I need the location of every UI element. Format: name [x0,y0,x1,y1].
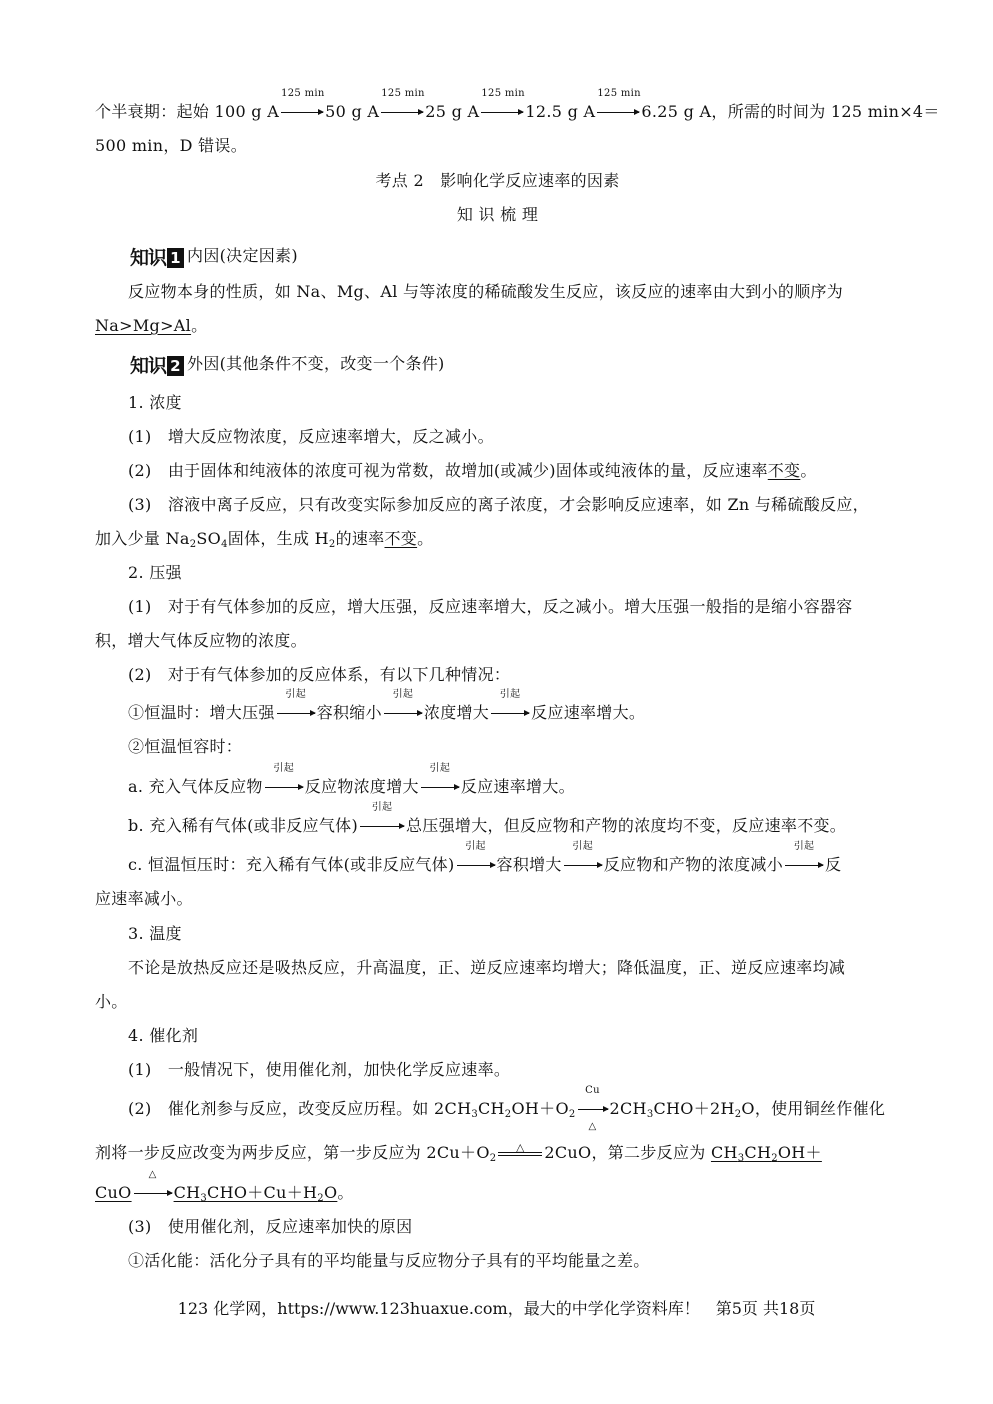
text: SO [196,529,222,548]
text: 剂将一步反应改变为两步反应，第一步反应为 2Cu＋O [95,1143,490,1162]
arrow-label: 引起 [793,841,815,852]
intro-text: ，所需的时间为 125 min×4＝ [711,102,940,121]
text: CH [478,1099,505,1118]
arrow-label: △ [588,1121,597,1132]
subscript: 3 [471,1109,478,1120]
text: OH＋O [511,1099,569,1118]
text: 。 [417,529,434,548]
arrow [277,689,315,724]
text: 容积增大 [496,855,562,874]
text: CH [710,1143,738,1162]
paragraph [95,528,900,550]
arrow-label: 引起 [499,689,521,700]
arrow [134,1169,172,1204]
text: CHO＋Cu＋H [207,1183,318,1202]
text: 。 [191,316,208,335]
text: CuO [95,1183,132,1202]
subscript: 2 [568,1109,576,1120]
paragraph: 积，增大气体反应物的浓度。 [95,631,307,650]
text: a. 充入气体反应物 [128,777,263,796]
text: 2CuO，第二步反应为 [544,1143,706,1162]
subscript: 2 [317,1193,324,1204]
arrow-label: 引起 [465,841,486,852]
knowledge-title: 内因(决定因素) [187,246,298,265]
intro-step: 50 g A [325,102,380,121]
text: 总压强增大，但反应物和产物的浓度均不变，反应速率不变。 [406,816,847,835]
subheading: 2. 压强 [128,563,182,582]
paragraph [95,315,900,337]
text: c. 恒温恒压时：充入稀有气体(或非反应气体) [128,855,455,874]
paragraph: (3) 溶液中离子反应，只有改变实际参加反应的离子浓度，才会影响反应速率，如 Zn 与稀硫酸反应， [128,495,869,514]
arrow [597,88,641,123]
arrow [481,88,525,123]
subscript: 2 [734,1109,742,1120]
subheading: 4. 催化剂 [128,1026,199,1045]
arrow [457,841,495,876]
paragraph [128,689,900,724]
badge-text: 知识 [130,355,167,377]
text: 固体，生成 H [227,529,329,548]
subscript: 4 [221,539,228,550]
knowledge-1-heading [130,245,935,270]
intro-text: 个半衰期：起始 100 g A [95,102,280,121]
text: 2CH [609,1099,647,1118]
text: CH [173,1183,201,1202]
subscript: 3 [200,1193,208,1204]
text: O，使用铜丝作催化 [741,1099,886,1118]
arrow-label: 125 min [481,88,525,99]
intro-step: 12.5 g A [525,102,596,121]
arrow-label: 引起 [371,802,393,813]
knowledge-title: 外因(其他条件不变，改变一个条件) [187,354,445,373]
arrow [578,1085,608,1132]
paragraph: (3) 使用催化剂，反应速率加快的原因 [128,1217,413,1236]
subheading: 3. 温度 [128,924,182,943]
text: b. 充入稀有气体(或非反应气体) [128,816,358,835]
paragraph [128,841,900,876]
intro-line-1 [95,88,940,123]
paragraph: (1) 对于有气体参加的反应，增大压强，反应速率增大，反之减小。增大压强一般指的是缩小容器容 [128,597,853,616]
answer-blank: Na>Mg>Al [95,316,192,335]
arrow-label: 引起 [572,841,594,852]
paragraph: 反应物本身的性质，如 Na、Mg、Al 与等浓度的稀硫酸发生反应，该反应的速率由大到小的顺序为 [128,282,844,301]
text: 。 [800,461,817,480]
arrow-label: Cu [585,1085,600,1096]
intro-step: 6.25 g A [641,102,712,121]
arrow [564,841,602,876]
text: 的速率 [335,529,385,548]
arrow-label: 引起 [429,763,451,774]
text: 反应物浓度增大 [304,777,419,796]
paragraph: 小。 [95,992,128,1011]
knowledge-badge [130,355,184,378]
answer-blank: 不变 [384,529,418,548]
text: (2) 催化剂参与反应，改变反应历程。如 2CH [128,1099,472,1118]
text: 加入少量 Na [95,529,190,548]
paragraph: (1) 一般情况下，使用催化剂，加快化学反应速率。 [128,1060,511,1079]
arrow [381,88,425,123]
answer-blank: 不变 [767,461,801,480]
badge-number: 1 [167,248,184,268]
text: 反 [825,855,842,874]
badge-text: 知识 [130,247,167,269]
arrow [265,763,303,798]
subscript: 2 [189,539,197,550]
arrow-label: △ [516,1140,525,1154]
section-subtitle: 知 识 梳 理 [456,205,539,224]
text: 反应速率增大。 [460,777,575,796]
arrow [491,689,529,724]
subscript: 3 [646,1109,654,1120]
paragraph: ②恒温恒容时： [128,737,243,756]
intro-step: 25 g A [425,102,480,121]
arrow-label: 125 min [597,88,641,99]
page-footer: 123 化学网，https://www.123huaxue.com，最大的中学化学资料库！ 第5页 共18页 [177,1299,816,1318]
paragraph: 应速率减小。 [95,889,193,908]
knowledge-badge [130,247,184,270]
text: 反应物和产物的浓度减小 [603,855,784,874]
text: CH [744,1143,772,1162]
arrow-label: 125 min [381,88,425,99]
subscript: 3 [737,1153,745,1164]
arrow-label: 引起 [273,763,295,774]
arrow [281,88,325,123]
paragraph: 不论是放热反应还是吸热反应，升高温度，正、逆反应速率均增大；降低温度，正、逆反应速率均减 [128,958,846,977]
text: OH＋ [777,1143,822,1162]
arrow [421,763,459,798]
intro-line-2: 500 min，D 错误。 [95,136,248,155]
subscript: 2 [771,1153,778,1164]
text: O [323,1183,338,1202]
text: (2) 由于固体和纯液体的浓度可视为常数，故增加(或减少)固体或纯液体的量，反应速率 [128,461,768,480]
arrow-label: 引起 [392,689,414,700]
subscript: 2 [489,1153,497,1164]
arrow [384,689,422,724]
paragraph [128,763,900,798]
paragraph: (1) 增大反应物浓度，反应速率增大，反之减小。 [128,427,494,446]
arrow [360,802,404,837]
badge-number: 2 [167,356,184,376]
text: 容积缩小 [316,703,382,722]
arrow [785,841,823,876]
section-title: 考点 2 影响化学反应速率的因素 [375,171,620,190]
paragraph: ①活化能：活化分子具有的平均能量与反应物分子具有的平均能量之差。 [128,1251,650,1270]
knowledge-2-heading [130,353,935,378]
paragraph [128,1085,900,1132]
paragraph [128,460,900,482]
paragraph [128,802,900,837]
text: ①恒温时：增大压强 [128,703,275,722]
text: 。 [337,1183,354,1202]
arrow-label: △ [148,1169,157,1180]
answer-blank [711,1143,822,1162]
arrow-label: 引起 [285,689,306,700]
subscript: 2 [504,1109,512,1120]
subheading: 1. 浓度 [128,393,182,412]
paragraph: (2) 对于有气体参加的反应体系，有以下几种情况： [128,665,511,684]
text: 反应速率增大。 [531,703,646,722]
answer-blank [95,1169,338,1204]
text: 浓度增大 [423,703,490,722]
subscript: 2 [328,539,336,550]
paragraph [95,1142,900,1164]
paragraph [95,1169,900,1204]
text: CHO＋2H [653,1099,735,1118]
equals-sign [498,1140,542,1158]
arrow-label: 125 min [281,88,325,99]
